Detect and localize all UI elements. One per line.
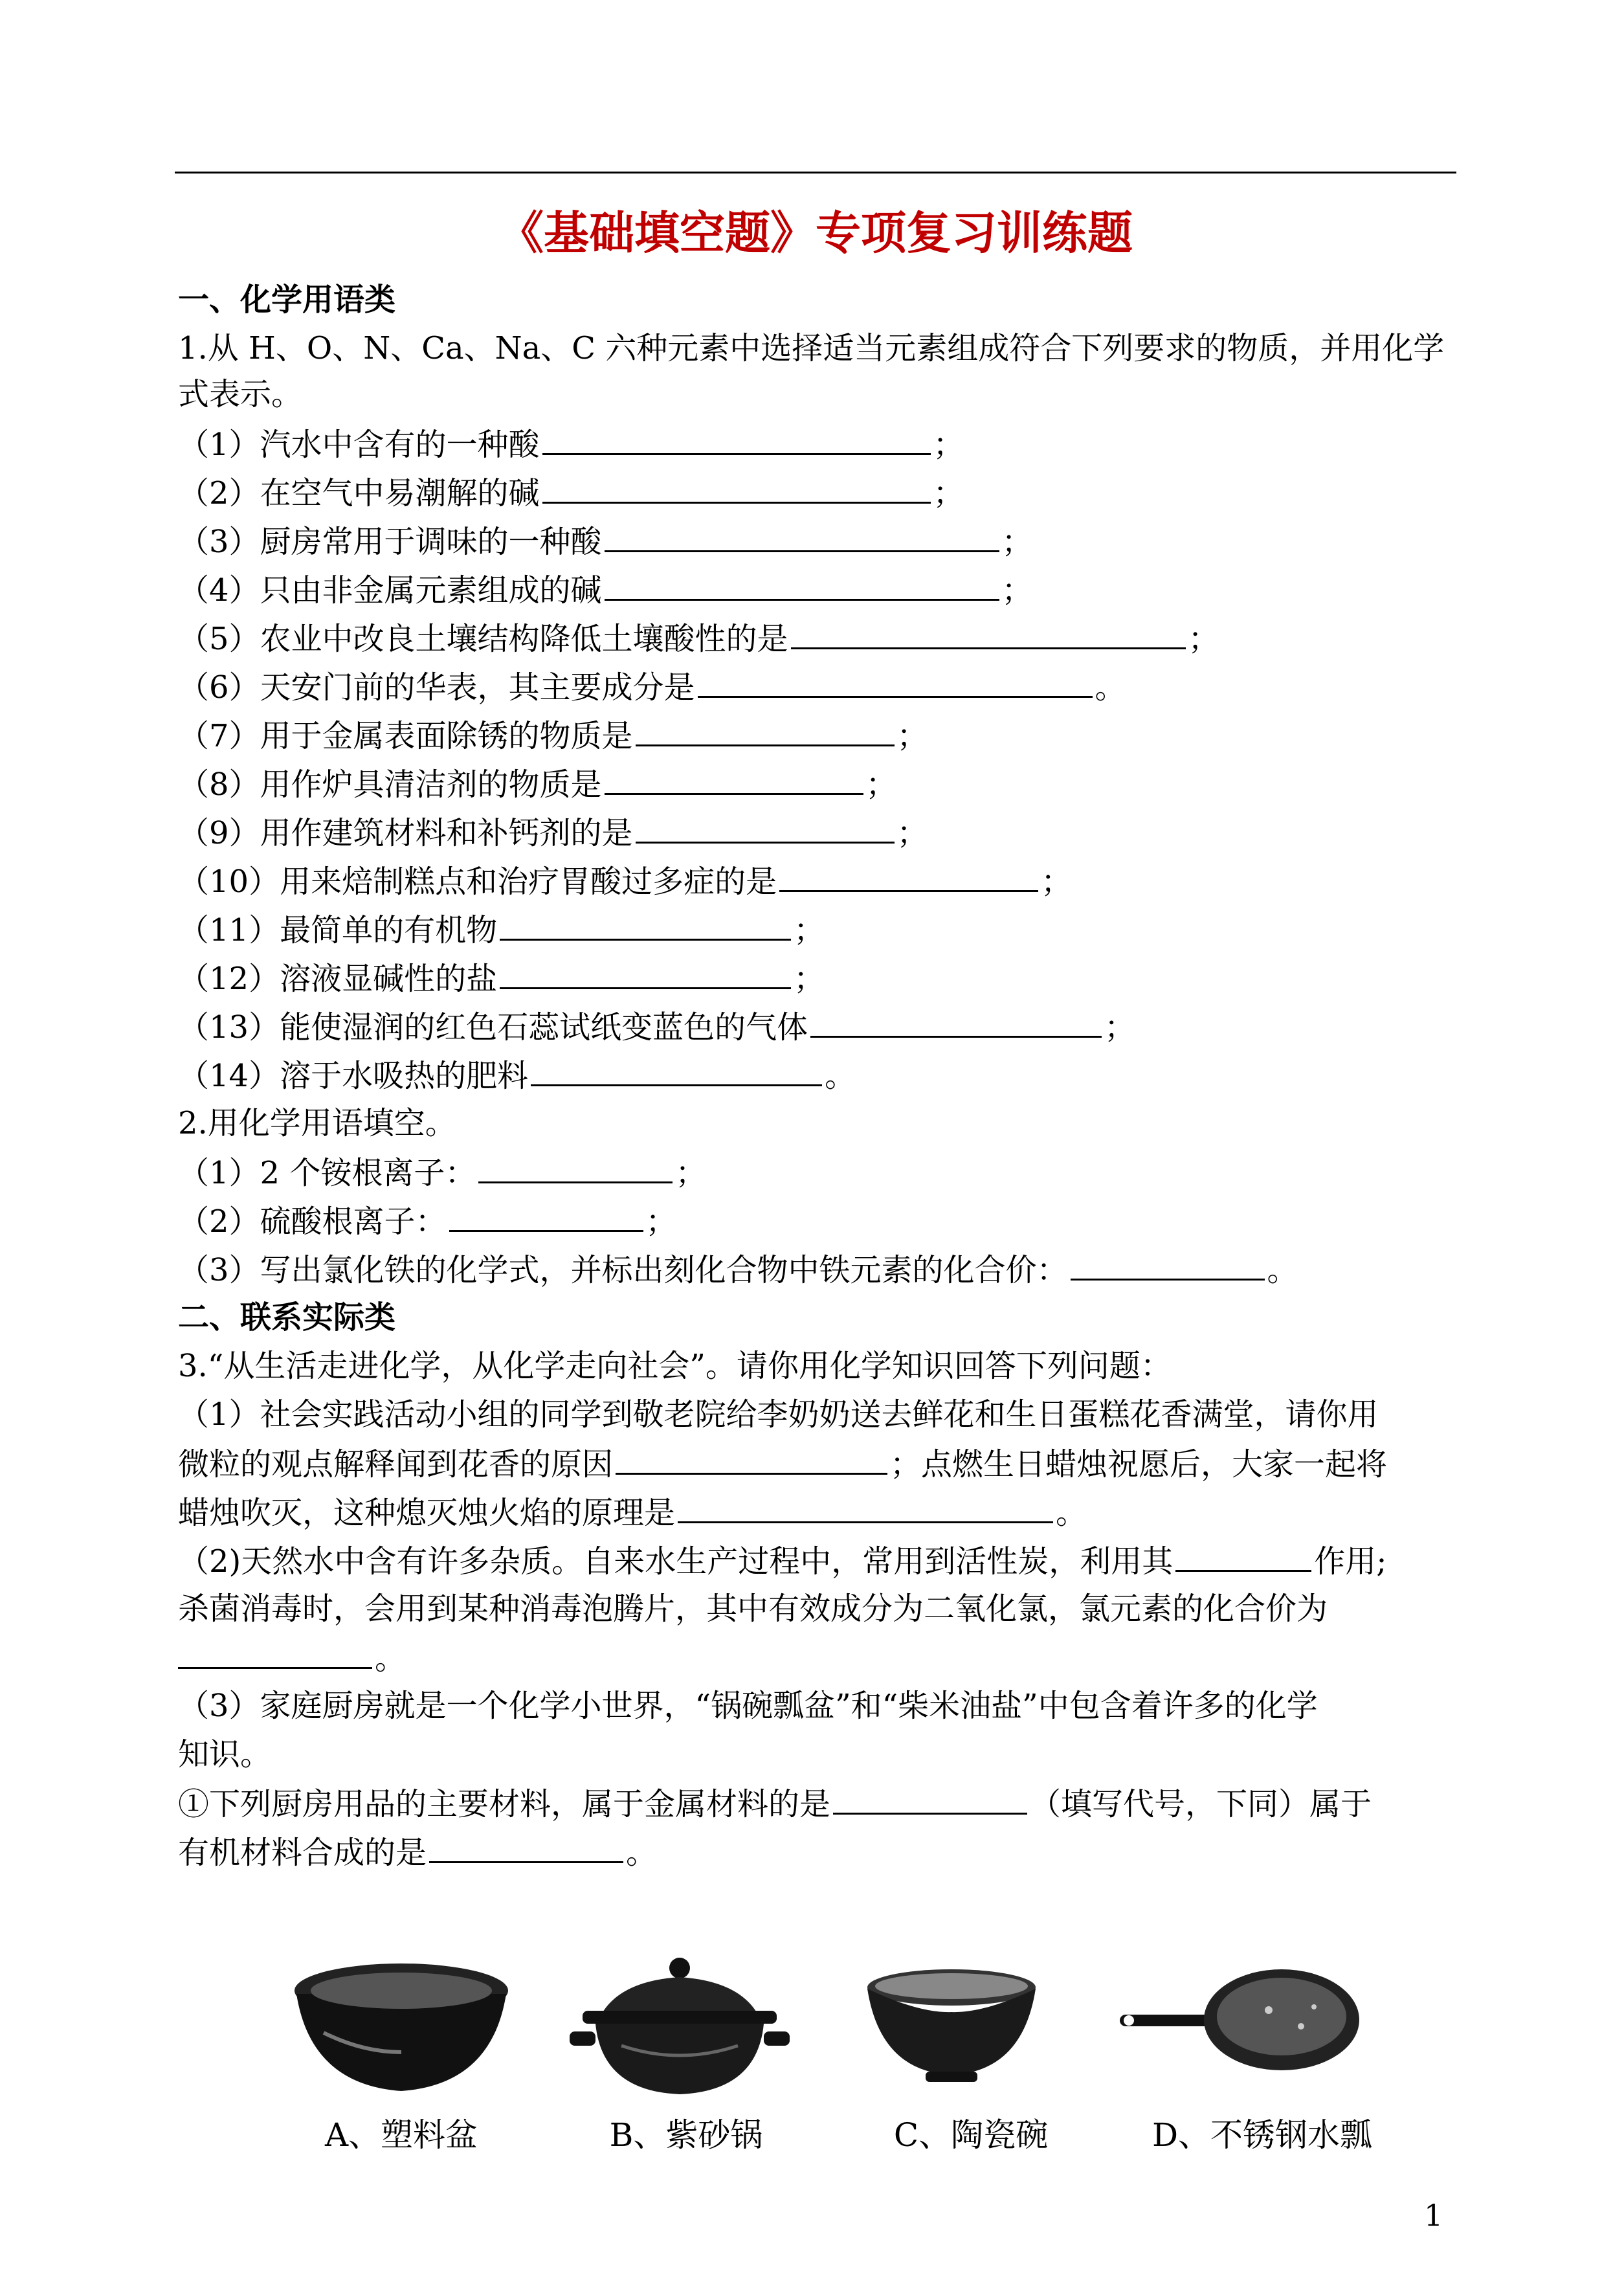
kitchenware-pictures [285,1955,1385,2154]
picture-d [1120,1955,1373,2154]
q3-part4-line2: 有机材料合成的是 。 [178,1830,657,1874]
answer-blank[interactable] [531,1053,822,1086]
q2-stem: 2.用化学用语填空。 [178,1105,456,1141]
answer-blank[interactable] [500,908,791,941]
q2-item-1: （1）2 个铵根离子： ； [178,1150,706,1194]
section-1-heading: 一、化学用语类 [178,282,396,318]
section-2-heading: 二、联系实际类 [178,1299,396,1336]
picture-c-caption: C、陶瓷碗 [893,2116,1049,2154]
q2-item-3: （3）写出氯化铁的化学式，并标出刻化合物中铁元素的化合价： 。 [178,1247,1298,1292]
page-title: 《基础填空题》专项复习训练题 [498,206,1133,260]
plastic-basin-icon [285,1955,518,2104]
q1-item-1: （1）汽水中含有的一种酸 ； [178,422,964,466]
q3-part1-line1: （1）社会实践活动小组的同学到敬老院给李奶奶送去鲜花和生日蛋糕花香满堂，请你用 [178,1396,1379,1433]
answer-blank[interactable] [678,1490,1053,1523]
q3-part2-line2: 杀菌消毒时，会用到某种消毒泡腾片，其中有效成分为二氧化氯，氯元素的化合价为 [178,1591,1328,1627]
answer-blank[interactable] [449,1199,643,1232]
q1-item-4: （4）只由非金属元素组成的碱 ； [178,568,1033,612]
answer-blank[interactable] [500,956,791,989]
picture-d-caption: D、不锈钢水瓢 [1151,2116,1373,2154]
answer-blank[interactable] [605,762,863,795]
answer-blank[interactable] [779,859,1038,892]
q2-item-2: （2）硫酸根离子： ； [178,1199,677,1243]
answer-blank[interactable] [605,568,999,601]
q3-part1-line2: 微粒的观点解释闻到花香的原因 ；点燃生日蜡烛祝愿后，大家一起将 [178,1442,1387,1486]
answer-blank[interactable] [698,665,1093,698]
answer-blank[interactable] [810,1005,1102,1038]
q3-part4-line1: ①下列厨房用品的主要材料，属于金属材料的是 （填写代号，下同）属于 [178,1782,1372,1826]
q1-item-11: （11）最简单的有机物 ； [178,908,825,952]
header-rule [175,172,1456,173]
answer-blank[interactable] [636,713,895,746]
answer-blank[interactable] [542,471,931,504]
page-number: 1 [1424,2198,1443,2233]
answer-blank[interactable] [1071,1247,1265,1281]
q1-stem-line2: 式表示。 [178,376,303,412]
answer-blank[interactable] [616,1442,887,1475]
answer-blank[interactable] [178,1636,372,1669]
picture-a [285,1955,518,2154]
q3-part1-line3: 蜡烛吹灭，这种熄灭烛火焰的原理是 。 [178,1490,1087,1534]
picture-b-caption: B、紫砂锅 [609,2116,763,2154]
q1-item-9: （9）用作建筑材料和补钙剂的是 ； [178,811,928,855]
picture-b [570,1955,803,2154]
q1-item-3: （3）厨房常用于调味的一种酸 ； [178,519,1033,563]
answer-blank[interactable] [791,616,1186,649]
clay-pot-icon [570,1955,816,2104]
answer-blank[interactable] [636,811,895,844]
q3-part3-line2: 知识。 [178,1736,272,1773]
q1-stem-line1: 1.从 H、O、N、Ca、Na、C 六种元素中选择适当元素组成符合下列要求的物质，并用化学 [178,330,1445,366]
ceramic-bowl-icon [854,1955,1087,2104]
answer-blank[interactable] [833,1782,1027,1815]
picture-a-caption: A、塑料盆 [324,2116,478,2154]
q3-part2-line3: 。 [178,1636,406,1680]
q1-item-14: （14）溶于水吸热的肥料 。 [178,1053,856,1097]
answer-blank[interactable] [429,1830,623,1863]
q1-item-10: （10）用来焙制糕点和治疗胃酸过多症的是 ； [178,859,1072,903]
answer-blank[interactable] [1175,1539,1311,1572]
q1-item-8: （8）用作炉具清洁剂的物质是 ； [178,762,897,806]
answer-blank[interactable] [542,422,931,455]
answer-blank[interactable] [605,519,999,552]
q1-item-7: （7）用于金属表面除锈的物质是 ； [178,713,928,757]
answer-blank[interactable] [478,1150,673,1183]
picture-c [854,1955,1087,2154]
q1-item-6: （6）天安门前的华表，其主要成分是 。 [178,665,1126,709]
q1-item-12: （12）溶液显碱性的盐 ； [178,956,825,1000]
steel-ladle-icon [1120,1955,1392,2104]
q3-part2-line1: （2)天然水中含有许多杂质。自来水生产过程中，常用到活性炭，利用其 作用; [178,1539,1386,1583]
q1-item-2: （2）在空气中易潮解的碱 ； [178,471,964,515]
q3-stem: 3.“从生活走进化学，从化学走向社会”。请你用化学知识回答下列问题： [178,1348,1172,1384]
q1-item-13: （13）能使湿润的红色石蕊试纸变蓝色的气体 ； [178,1005,1135,1049]
q1-item-5: （5）农业中改良土壤结构降低土壤酸性的是 ； [178,616,1219,660]
q3-part3-line1: （3）家庭厨房就是一个化学小世界，“锅碗瓢盆”和“柴米油盐”中包含着许多的化学 [178,1688,1318,1724]
